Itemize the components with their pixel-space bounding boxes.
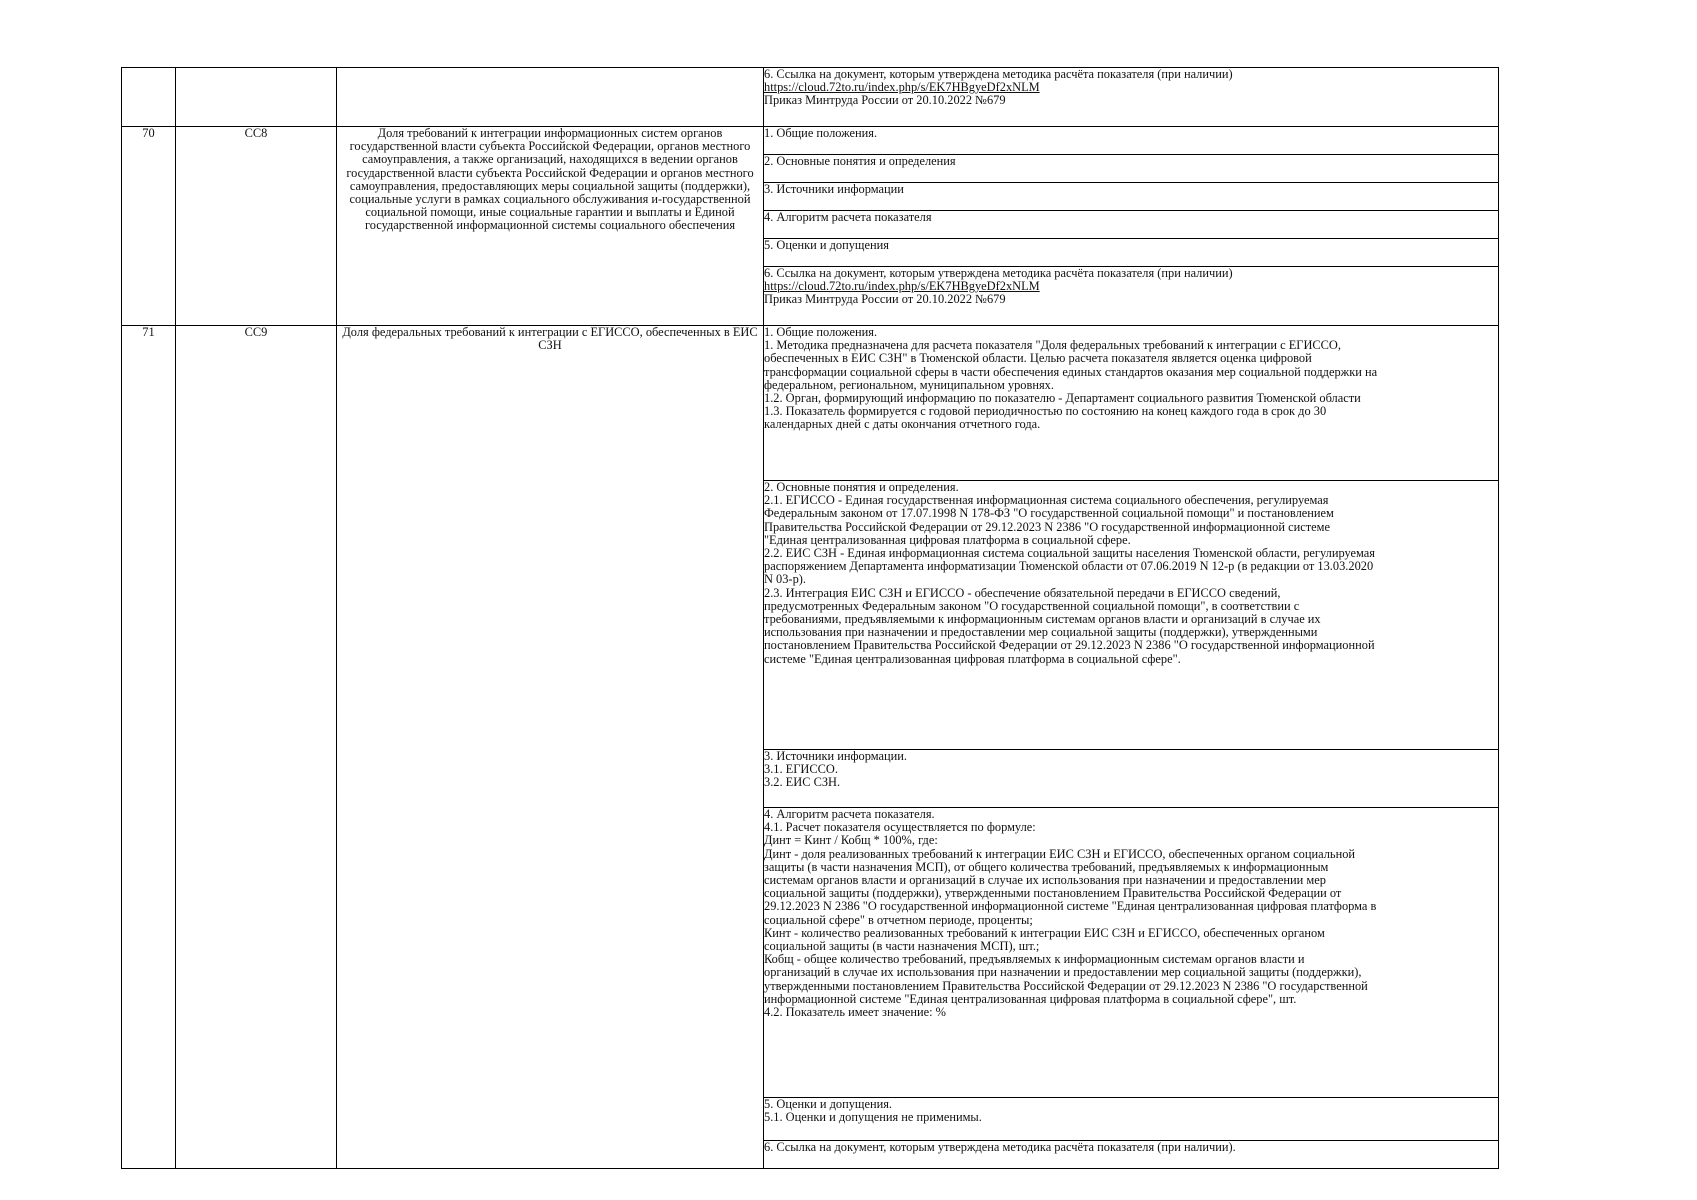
text-line: социальной защиты (в части назначения МСП), шт.;	[764, 939, 1040, 954]
text-line: 2. Основные понятия и определения.	[764, 480, 959, 494]
row-number-70: 70	[122, 127, 176, 326]
indicator-table	[121, 67, 1499, 1169]
text-line: распоряжением Департамента информатизации Тюменской области от 07.06.2019 N 12-р (в редакции от 13.03.2020	[764, 559, 1374, 574]
section-6-title: 6. Ссылка на документ, которым утверждена методика расчёта показателя (при наличии)	[764, 67, 1233, 81]
text-line: использования при назначении и предоставлении мер социальной защиты (поддержки), утвержденными	[764, 625, 1318, 640]
text-line: трансформации социальной сферы в части обеспечения единых стандартов оказания мер социальной поддержки на	[764, 364, 1378, 379]
text-line: организаций в случае их использования при назначении и предоставлении мер социальной защиты (поддержки),	[764, 965, 1362, 980]
text-line: Динт - доля реализованных требований к интеграции ЕИС СЗН и ЕГИССО, обеспеченных органом социальной	[764, 846, 1356, 861]
indicator-name-70: Доля требований к интеграции информационных систем органов государственной власти субъекта Российской Федерации, органов местного самоуправления, а также организаций, находящихся в ведении органов государственной власти субъекта Российской Федерации и органов местного самоуправления, предоставляющих меры социальной защиты (поддержки), социальные услуги в рамках социального обслуживания и-государственной социальной помощи, иные социальные гарантии и выплаты и Единой государственной информационной системы социального обеспечения	[337, 127, 764, 326]
table-row-prev	[122, 68, 1499, 127]
cell-num-prev	[122, 68, 176, 127]
section-1-70: 1. Общие положения.	[764, 127, 1499, 155]
section-2-71	[764, 481, 1499, 750]
text-line: постановлением Правительства Российской Федерации от 29.12.2023 N 2386 "О государственной информационной	[764, 638, 1375, 653]
text-line: 5.1. Оценки и допущения не применимы.	[764, 1110, 982, 1125]
order-reference: Приказ Минтруда России от 20.10.2022 №679	[764, 93, 1006, 108]
text-line: защиты (в части назначения МСП), от общего количества требований, предъявляемых к информационным	[764, 859, 1329, 874]
section-4-70: 4. Алгоритм расчета показателя	[764, 211, 1499, 239]
section-3-70: 3. Источники информации	[764, 183, 1499, 211]
order-reference: Приказ Минтруда России от 20.10.2022 №679	[764, 292, 1006, 307]
table-row-70	[122, 127, 1499, 155]
text-line: социальной сфере" в отчетном периоде, проценты;	[764, 912, 1033, 927]
text-line: 4.1. Расчет показателя осуществляется по формуле:	[764, 820, 1036, 835]
text-line: 3.1. ЕГИССО.	[764, 762, 838, 777]
text-line: 4. Алгоритм расчета показателя.	[764, 807, 935, 821]
section-5-71	[764, 1098, 1499, 1141]
section-2-70: 2. Основные понятия и определения	[764, 155, 1499, 183]
text-line: N 03-р).	[764, 572, 806, 587]
text-line: предусмотренных Федеральным законом "О государственной социальной помощи", в соответствии с	[764, 598, 1300, 613]
text-line: системе "Единая централизованная цифровая платформа в социальной сфере".	[764, 651, 1181, 666]
text-line: 1.2. Орган, формирующий информацию по показателю - Департамент социального развития Тюменской области	[764, 391, 1361, 406]
text-line: 1.3. Показатель формируется с годовой периодичностью по состоянию на конец каждого года в срок до 30	[764, 404, 1327, 419]
cell-name-prev	[337, 68, 764, 127]
text-line: 1. Методика предназначена для расчета показателя "Доля федеральных требований к интеграции с ЕГИССО,	[764, 338, 1341, 353]
text-line: 3.2. ЕИС СЗН.	[764, 775, 841, 790]
text-line: 5. Оценки и допущения.	[764, 1097, 893, 1111]
document-link[interactable]: https://cloud.72to.ru/index.php/s/EK7HBgyeDf2xNLM	[764, 80, 1040, 95]
text-line: 29.12.2023 N 2386 "О государственной информационной системе "Единая централизованная цифровая платформа в	[764, 899, 1377, 914]
text-line: 2.3. Интеграция ЕИС СЗН и ЕГИССО - обеспечение обязательной передачи в ЕГИССО сведений,	[764, 585, 1281, 600]
row-number-71: 71	[122, 326, 176, 1169]
section-1-71	[764, 326, 1499, 481]
indicator-name-71: Доля федеральных требований к интеграции с ЕГИССО, обеспеченных в ЕИС СЗН	[337, 326, 764, 1169]
section-6-title: 6. Ссылка на документ, которым утверждена методика расчёта показателя (при наличии)	[764, 266, 1233, 280]
section-4-71	[764, 808, 1499, 1098]
text-line: 3. Источники информации.	[764, 749, 907, 763]
text-line: обеспеченных в ЕИС СЗН" в Тюменской области. Целью расчета показателя является оценка цифровой	[764, 351, 1312, 366]
text-line: 4.2. Показатель имеет значение: %	[764, 1005, 946, 1020]
text-line: "Единая централизованная цифровая платформа в социальной сфере.	[764, 532, 1131, 547]
text-line: федеральном, региональном, муниципальном уровнях.	[764, 377, 1054, 392]
section-6-prev	[764, 68, 1499, 127]
document-link[interactable]: https://cloud.72to.ru/index.php/s/EK7HBgyeDf2xNLM	[764, 279, 1040, 294]
section-6-71: 6. Ссылка на документ, которым утверждена методика расчёта показателя (при наличии).	[764, 1141, 1499, 1169]
text-line: Кинт - количество реализованных требований к интеграции ЕИС СЗН и ЕГИССО, обеспеченных органом	[764, 925, 1325, 940]
row-code-70: СС8	[176, 127, 337, 326]
table-row-71	[122, 326, 1499, 481]
text-line: 2.2. ЕИС СЗН - Единая информационная система социальной защиты населения Тюменской области, регулируемая	[764, 546, 1375, 561]
text-line: Кобщ - общее количество требований, предъявляемых к информационным системам органов власти и	[764, 952, 1305, 967]
text-line: Правительства Российской Федерации от 29.12.2023 N 2386 "О государственной информационной системе	[764, 519, 1330, 534]
text-line: системам органов власти и организаций в случае их использования при назначении и предоставлении мер	[764, 873, 1326, 888]
text-line: утвержденными постановлением Правительства Российской Федерации от 29.12.2023 N 2386 "О государственной	[764, 978, 1368, 993]
text-line: требованиями, предъявляемыми к информационным системам органов власти и организаций в случае их	[764, 612, 1321, 627]
section-5-70: 5. Оценки и допущения	[764, 239, 1499, 267]
text-line: 2.1. ЕГИССО - Единая государственная информационная система социального обеспечения, регулируемая	[764, 493, 1329, 508]
row-code-71: СС9	[176, 326, 337, 1169]
section-3-71	[764, 750, 1499, 808]
text-line: социальной защиты (поддержки), утвержденными постановлением Правительства Российской Федерации от	[764, 886, 1342, 901]
text-line: информационной системе "Единая централизованная цифровая платформа в социальной сфере", шт.	[764, 991, 1297, 1006]
text-line: календарных дней с даты окончания отчетного года.	[764, 417, 1041, 432]
cell-code-prev	[176, 68, 337, 127]
text-line: 1. Общие положения.	[764, 325, 878, 339]
text-line: Динт = Кинт / Кобщ * 100%, где:	[764, 833, 938, 848]
section-6-70	[764, 267, 1499, 326]
text-line: Федеральным законом от 17.07.1998 N 178-ФЗ "О государственной социальной помощи" и постановлением	[764, 506, 1334, 521]
